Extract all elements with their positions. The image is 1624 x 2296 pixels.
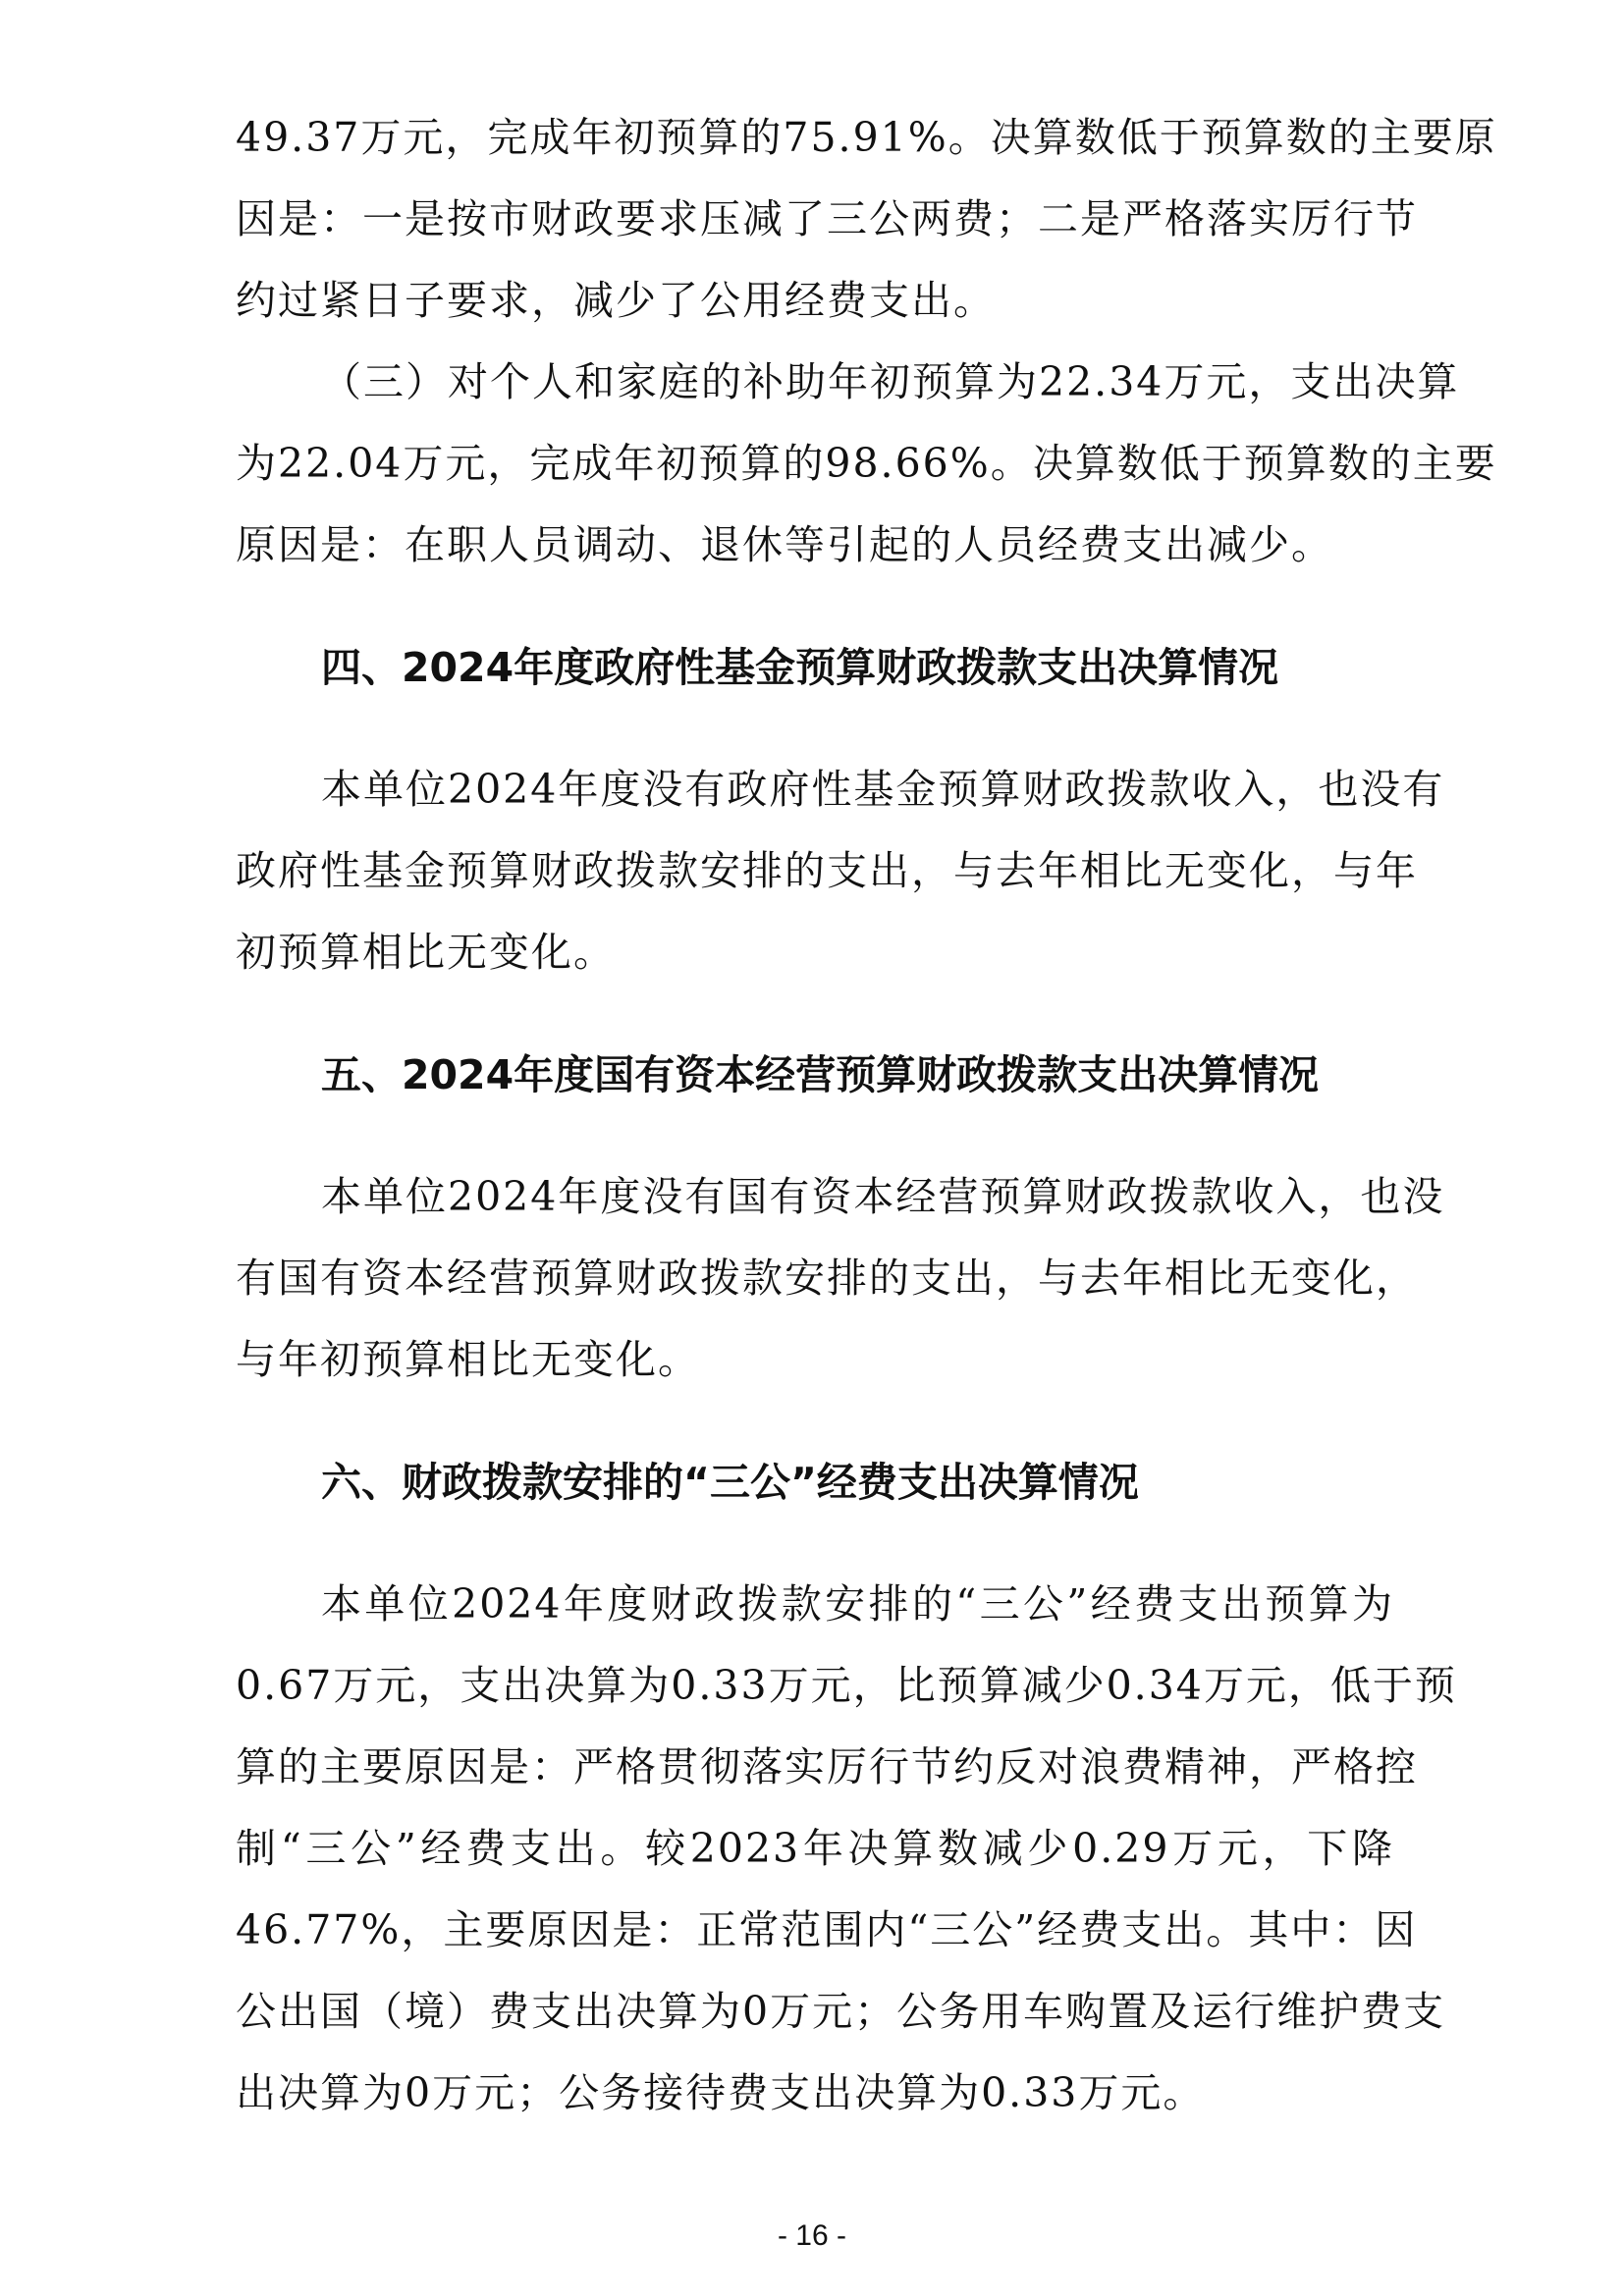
paragraph-line: 初预算相比无变化。 [236,929,616,976]
page-number: - 16 - [777,2219,847,2252]
paragraph-line: 算的主要原因是：严格贯彻落实厉行节约反对浪费精神，严格控 [236,1743,1418,1790]
section-heading: 五、2024年度国有资本经营预算财政拨款支出决算情况 [321,1051,1320,1098]
paragraph-line: 出决算为0万元；公务接待费支出决算为0.33万元。 [236,2069,1206,2116]
section-heading: 六、财政拨款安排的“三公”经费支出决算情况 [321,1459,1139,1506]
paragraph-line: 约过紧日子要求，减少了公用经费支出。 [236,277,996,324]
paragraph-line: 46.77%，主要原因是：正常范围内“三公”经费支出。其中：因 [236,1906,1418,1953]
paragraph-line: 有国有资本经营预算财政拨款安排的支出，与去年相比无变化， [236,1255,1418,1302]
paragraph-line: 0.67万元，支出决算为0.33万元，比预算减少0.34万元，低于预 [236,1662,1457,1709]
paragraph-line: （三）对个人和家庭的补助年初预算为22.34万元，支出决算 [321,358,1460,405]
paragraph-line: 原因是：在职人员调动、退休等引起的人员经费支出减少。 [236,521,1333,568]
paragraph-line: 本单位2024年度没有国有资本经营预算财政拨款收入，也没 [321,1173,1445,1220]
paragraph-line: 本单位2024年度财政拨款安排的“三公”经费支出预算为 [321,1580,1394,1628]
paragraph-line: 政府性基金预算财政拨款安排的支出，与去年相比无变化，与年 [236,847,1418,894]
paragraph-line: 本单位2024年度没有政府性基金预算财政拨款收入，也没有 [321,766,1445,813]
paragraph-line: 公出国（境）费支出决算为0万元；公务用车购置及运行维护费支 [236,1988,1446,2035]
paragraph-line: 制“三公”经费支出。较2023年决算数减少0.29万元，下降 [236,1825,1394,1872]
paragraph-line: 因是：一是按市财政要求压减了三公两费；二是严格落实厉行节 [236,195,1418,242]
section-heading: 四、2024年度政府性基金预算财政拨款支出决算情况 [321,644,1279,691]
paragraph-line: 为22.04万元，完成年初预算的98.66%。决算数低于预算数的主要 [236,440,1497,487]
paragraph-line: 与年初预算相比无变化。 [236,1336,700,1383]
paragraph-line: 49.37万元，完成年初预算的75.91%。决算数低于预算数的主要原 [236,114,1497,161]
